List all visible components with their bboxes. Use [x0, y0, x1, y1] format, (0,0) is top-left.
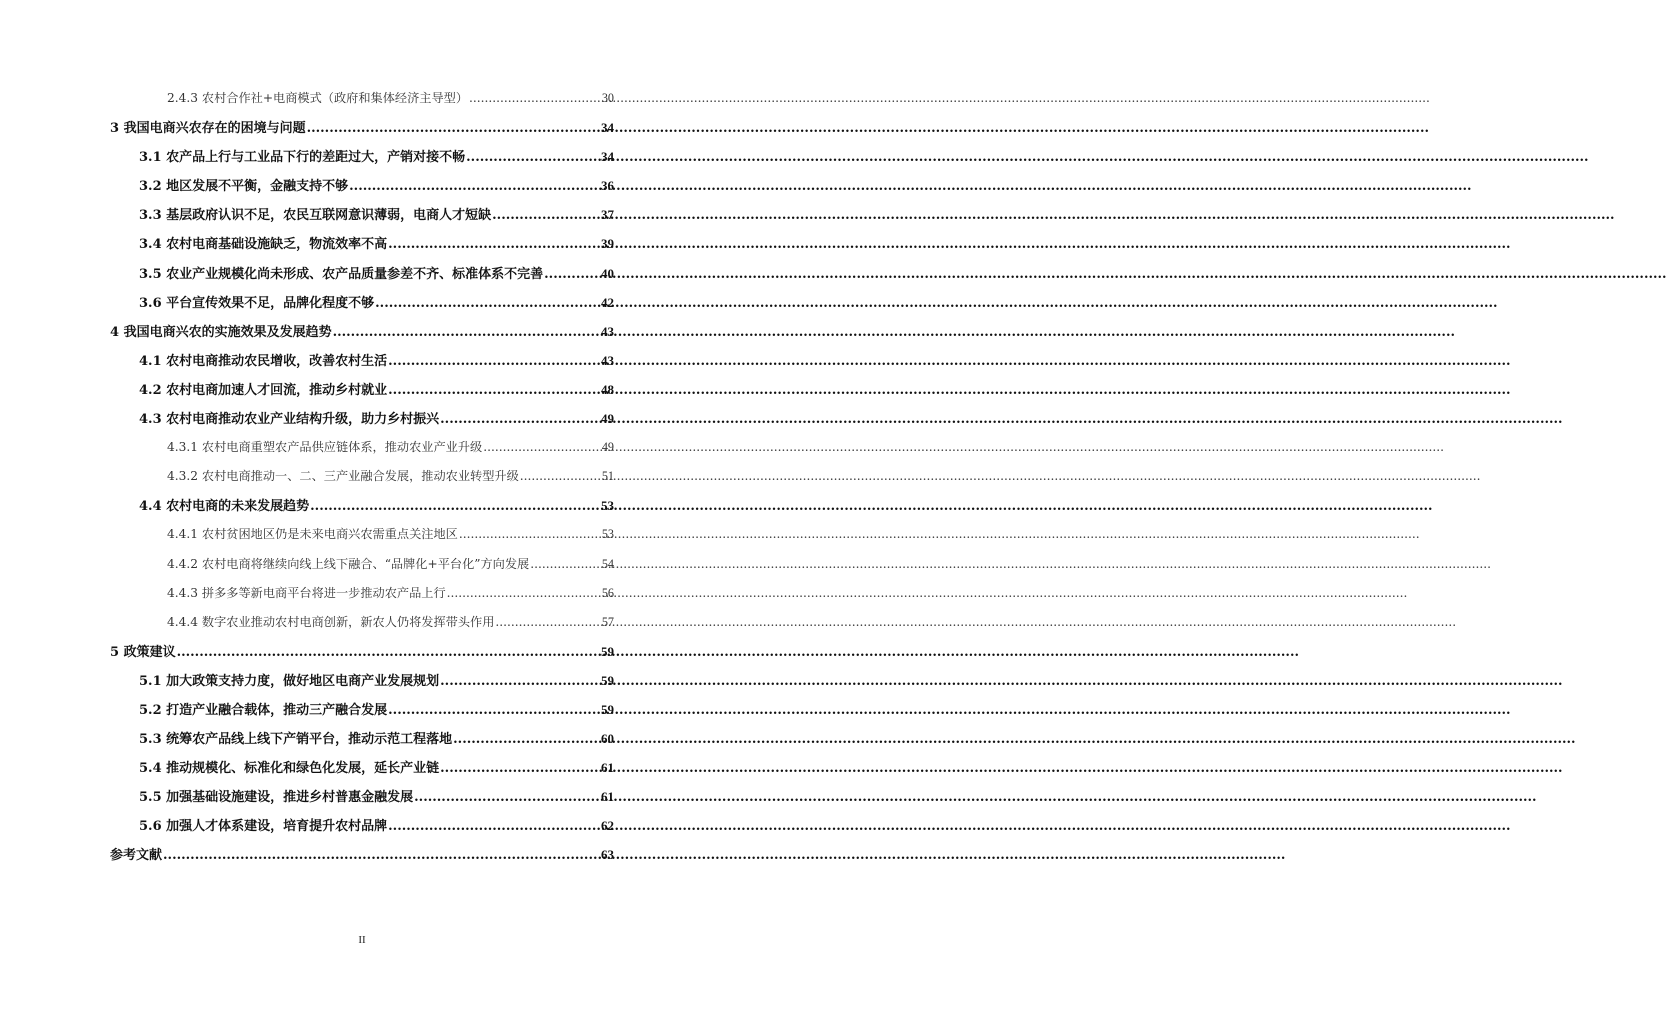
toc-entry-page: 48	[601, 381, 614, 397]
toc-dot-leader	[492, 201, 600, 230]
toc-entry[interactable]	[110, 666, 614, 695]
toc-entry-title: 5 政策建议	[110, 644, 176, 660]
toc-entry[interactable]	[110, 317, 614, 346]
toc-entry-title: 4.4 农村电商的未来发展趋势	[139, 499, 310, 515]
toc-entry-page: 49	[601, 411, 614, 427]
toc-entry[interactable]	[110, 433, 614, 462]
toc-dot-leader	[388, 347, 600, 376]
toc-entry[interactable]	[110, 753, 614, 782]
toc-entry-title: 3.2 地区发展不平衡，金融支持不够	[139, 179, 349, 195]
toc-dot-leader	[375, 289, 600, 318]
toc-dot-leader	[447, 579, 601, 608]
toc-dot-leader	[469, 84, 601, 113]
toc-entry[interactable]	[110, 840, 614, 869]
toc-entry[interactable]	[110, 200, 614, 229]
toc-entry-title: 3.4 农村电商基础设施缺乏，物流效率不高	[139, 237, 388, 253]
toc-entry-page: 59	[601, 643, 614, 659]
toc-entry-title: 2.4.3 农村合作社+电商模式（政府和集体经济主导型）	[167, 91, 469, 105]
toc-entry[interactable]	[110, 288, 614, 317]
toc-entry-title: 4.4.1 农村贫困地区仍是未来电商兴农需重点关注地区	[167, 527, 458, 542]
toc-entry-title: 5.6 加强人才体系建设，培育提升农村品牌	[139, 819, 388, 835]
toc-entry-title: 4.4.2 农村电商将继续向线上线下融合、“品牌化+平台化”方向发展	[167, 556, 530, 571]
toc-entry[interactable]	[110, 579, 614, 608]
toc-dot-leader	[307, 114, 600, 143]
toc-entry[interactable]	[110, 637, 614, 666]
toc-entry[interactable]	[110, 171, 614, 200]
toc-entry-page: 37	[601, 207, 614, 223]
toc-entry-page: 36	[601, 178, 614, 194]
toc-entry-page: 53	[601, 527, 614, 542]
toc-entry-page: 57	[601, 614, 614, 629]
toc-entry-title: 5.5 加强基础设施建设，推进乡村普惠金融发展	[139, 790, 414, 806]
table-of-contents	[110, 84, 614, 870]
toc-entry[interactable]	[110, 550, 614, 579]
toc-dot-leader	[177, 638, 600, 667]
toc-entry-page: 61	[601, 760, 614, 776]
toc-dot-leader	[440, 405, 600, 434]
toc-entry-title: 4.3.2 农村电商推动一、二、三产业融合发展，推动农业转型升级	[167, 469, 519, 484]
toc-dot-leader	[388, 812, 600, 841]
toc-entry-title: 4.4.3 拼多多等新电商平台将进一步推动农产品上行	[167, 585, 446, 600]
toc-dot-leader	[414, 783, 600, 812]
toc-entry-title: 4.1 农村电商推动农民增收，改善农村生活	[139, 353, 388, 369]
page-number: II	[358, 934, 366, 946]
toc-entry[interactable]	[110, 695, 614, 724]
toc-entry[interactable]	[110, 724, 614, 753]
toc-entry[interactable]	[110, 113, 614, 142]
toc-entry-page: 53	[601, 498, 614, 514]
toc-entry[interactable]	[110, 142, 614, 171]
toc-entry[interactable]	[110, 259, 614, 288]
toc-entry-page: 43	[601, 352, 614, 368]
toc-dot-leader	[163, 841, 600, 870]
toc-entry-page: 43	[601, 323, 614, 339]
toc-entry-title: 4.4.4 数字农业推动农村电商创新，新农人仍将发挥带头作用	[167, 614, 495, 629]
toc-entry-title: 4.2 农村电商加速人才回流，推动乡村就业	[139, 382, 388, 398]
toc-dot-leader	[440, 667, 600, 696]
toc-entry-page: 34	[601, 120, 614, 136]
toc-entry-page: 42	[601, 294, 614, 310]
toc-dot-leader	[466, 143, 600, 172]
toc-dot-leader	[349, 172, 600, 201]
toc-entry-title: 5.1 加大政策支持力度，做好地区电商产业发展规划	[139, 673, 440, 689]
toc-entry-title: 4.3 农村电商推动农业产业结构升级，助力乡村振兴	[139, 412, 440, 428]
toc-entry[interactable]	[110, 782, 614, 811]
toc-entry-page: 39	[601, 236, 614, 252]
toc-dot-leader	[459, 520, 601, 549]
toc-entry-page: 59	[601, 701, 614, 717]
toc-entry-title: 参考文献	[110, 848, 163, 864]
toc-entry-page: 62	[601, 818, 614, 834]
toc-entry[interactable]	[110, 229, 614, 258]
toc-dot-leader	[440, 754, 600, 783]
toc-dot-leader	[453, 725, 600, 754]
toc-entry-title: 3 我国电商兴农存在的困境与问题	[110, 121, 306, 137]
toc-entry-page: 61	[601, 789, 614, 805]
toc-dot-leader	[483, 433, 601, 462]
toc-entry-page: 49	[601, 440, 614, 455]
toc-dot-leader	[388, 230, 600, 259]
toc-entry-title: 3.6 平台宣传效果不足，品牌化程度不够	[139, 295, 375, 311]
toc-entry[interactable]	[110, 608, 614, 637]
toc-entry-page: 34	[601, 149, 614, 165]
toc-entry-page: 30	[601, 91, 614, 105]
toc-dot-leader	[544, 260, 600, 289]
toc-entry-title: 3.3 基层政府认识不足，农民互联网意识薄弱，电商人才短缺	[139, 208, 492, 224]
toc-entry-page: 51	[601, 469, 614, 484]
toc-dot-leader	[333, 318, 600, 347]
toc-entry[interactable]	[110, 346, 614, 375]
toc-dot-leader	[388, 696, 600, 725]
toc-entry-page: 63	[601, 847, 614, 863]
toc-entry[interactable]	[110, 811, 614, 840]
toc-dot-leader	[520, 462, 601, 491]
toc-entry-title: 5.4 推动规模化、标准化和绿色化发展，延长产业链	[139, 761, 440, 777]
toc-entry-title: 3.1 农产品上行与工业品下行的差距过大，产销对接不畅	[139, 150, 466, 166]
toc-entry[interactable]	[110, 491, 614, 520]
toc-entry-page: 40	[601, 265, 614, 281]
toc-entry-title: 4.3.1 农村电商重塑农产品供应链体系，推动农业产业升级	[167, 440, 483, 455]
toc-entry[interactable]	[110, 462, 614, 491]
toc-entry-page: 54	[601, 556, 614, 571]
toc-dot-leader	[388, 376, 600, 405]
toc-entry[interactable]	[110, 520, 614, 549]
toc-entry-page: 60	[601, 731, 614, 747]
toc-entry[interactable]	[110, 404, 614, 433]
toc-dot-leader	[310, 492, 600, 521]
toc-entry[interactable]	[110, 375, 614, 404]
toc-entry-page: 59	[601, 672, 614, 688]
toc-dot-leader	[530, 550, 601, 579]
toc-entry-page: 56	[601, 585, 614, 600]
toc-entry-title: 4 我国电商兴农的实施效果及发展趋势	[110, 324, 332, 340]
toc-entry-title: 5.3 统筹农产品线上线下产销平台，推动示范工程落地	[139, 732, 453, 748]
toc-entry-title: 5.2 打造产业融合载体，推动三产融合发展	[139, 702, 388, 718]
toc-dot-leader	[495, 608, 600, 637]
toc-entry-title: 3.5 农业产业规模化尚未形成、农产品质量参差不齐、标准体系不完善	[139, 266, 544, 282]
toc-entry[interactable]	[110, 84, 614, 113]
